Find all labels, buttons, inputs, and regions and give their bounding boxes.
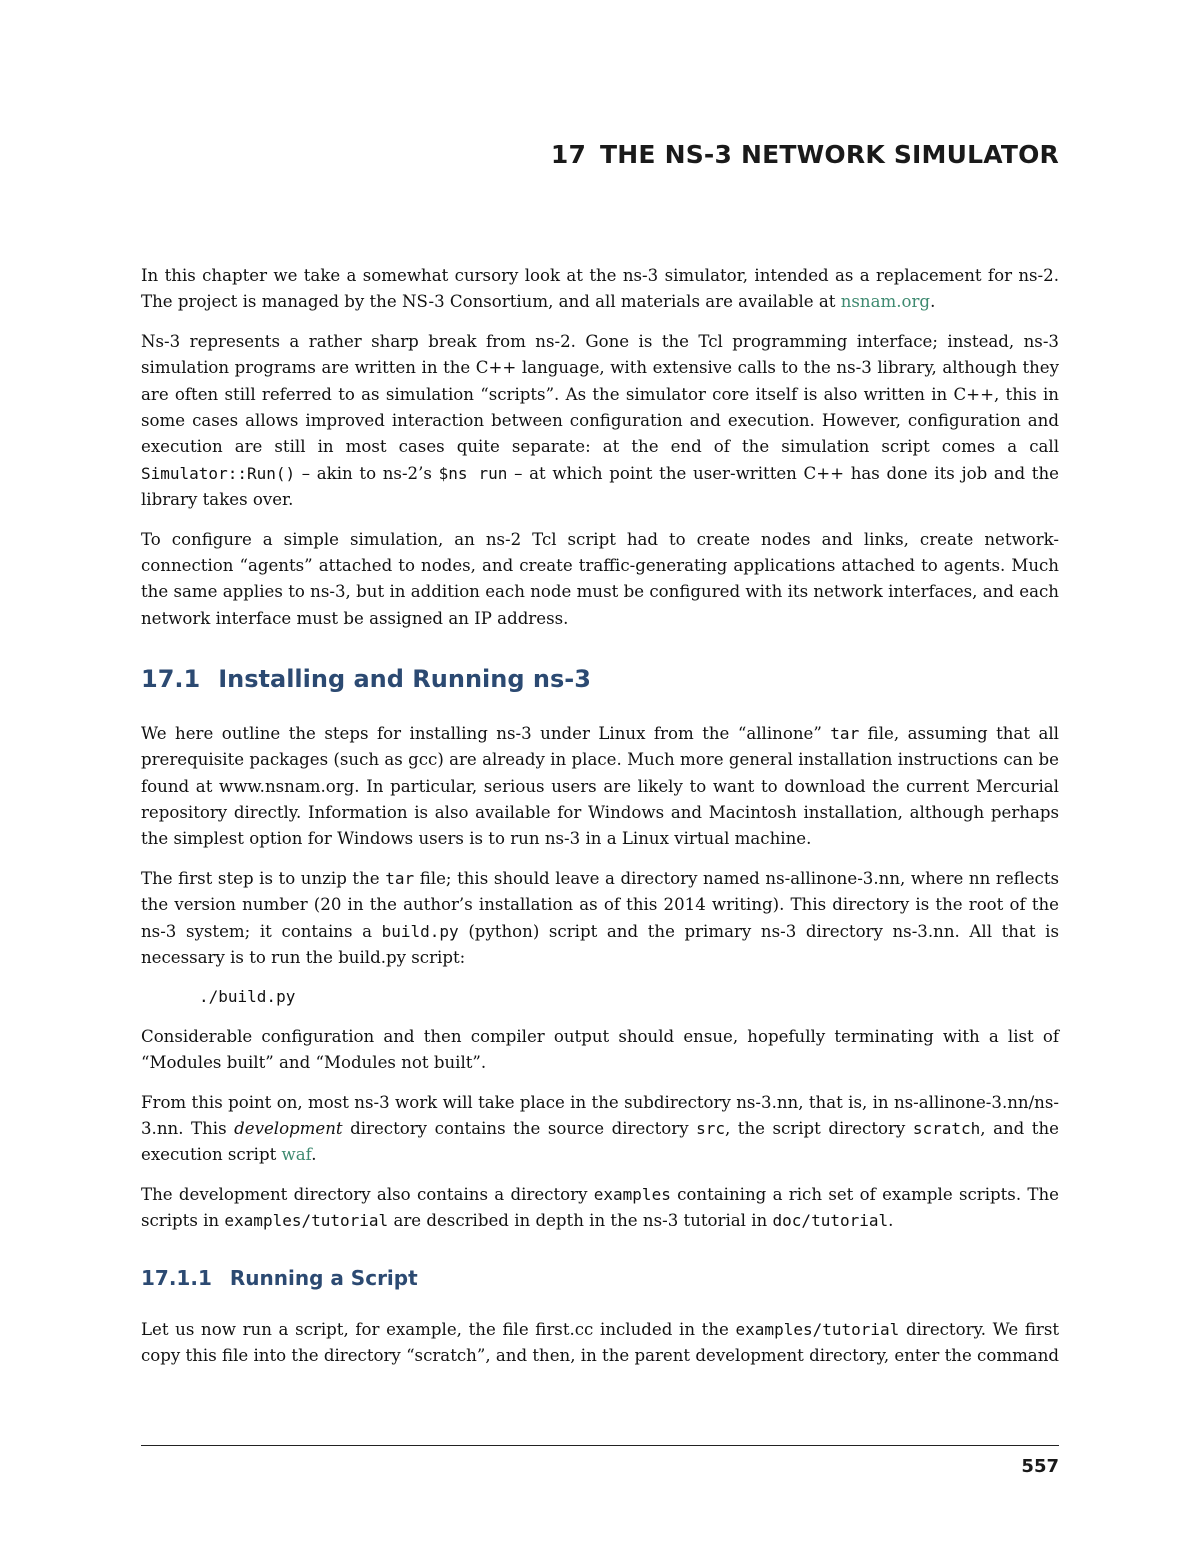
text-run: (python) script and the primary ns-3 directory ns-3.nn. All that is necessary is to run the build.py script: bbox=[141, 921, 1059, 967]
inline-code: build.py bbox=[381, 921, 459, 941]
inline-code: src bbox=[696, 1118, 725, 1138]
text-run: From this point on, most ns-3 work will take place in the subdirectory ns-3.nn, that is, in ns-allinone-3.nn/ns-3.nn. This bbox=[141, 1092, 1059, 1138]
text-run: We here outline the steps for installing ns-3 under Linux from the “allinone” bbox=[141, 723, 831, 743]
inline-code: Simulator::Run() bbox=[141, 463, 296, 483]
text-run: – akin to ns-2’s bbox=[295, 463, 439, 483]
text-run: In this chapter we take a somewhat cursory look at the ns-3 simulator, intended as a replacement for ns-2. The project is managed by the NS-3 Consortium, and all materials are available at bbox=[141, 266, 1059, 312]
text-run: The development directory also contains a directory bbox=[141, 1184, 594, 1204]
text-run: The first step is to unzip the bbox=[141, 868, 386, 888]
install-paragraph-3: Considerable configuration and then compiler output should ensue, hopefully terminating with a list of “Modules built” and “Modules not built”. bbox=[141, 1026, 1059, 1073]
text-run: file; this should leave a directory named ns-allinone-3.nn, where nn reflects the version number (20 in the author’s installation as of this 2014 writing). This directory is the root of the ns-3 system; it contains a bbox=[141, 868, 1059, 941]
text-run: directory. We first copy this file into the directory “scratch”, and then, in the parent development directory, enter the command bbox=[141, 1320, 1060, 1366]
code-block-build: ./build.py bbox=[199, 987, 296, 1007]
inline-code: scratch bbox=[912, 1118, 981, 1138]
inline-code: $ns run bbox=[438, 463, 508, 483]
text-run: . bbox=[888, 1211, 894, 1231]
intro-paragraph-2 bbox=[141, 329, 1059, 514]
intro-paragraph-1 bbox=[141, 263, 1059, 316]
inline-code: tar bbox=[830, 723, 860, 743]
subsection-title: Running a Script bbox=[229, 1265, 418, 1290]
text-run: are described in depth in the ns-3 tutorial in bbox=[388, 1211, 773, 1231]
nsnam-link[interactable]: nsnam.org bbox=[840, 292, 931, 312]
text-run: containing a rich set of example scripts. The scripts in bbox=[141, 1184, 1059, 1231]
install-paragraph-5 bbox=[141, 1182, 1059, 1235]
inline-code: examples/tutorial bbox=[224, 1211, 389, 1231]
footer-divider bbox=[141, 1445, 1059, 1446]
subsection-number: 17.1.1 bbox=[141, 1265, 212, 1290]
text-run: file, assuming that all prerequisite packages (such as gcc) are already in place. Much more general installation instructions can be found at www.nsnam.org. In particular, serious users are likely to want to download the current Mercurial repository directly. Information is also available for Windows and Macintosh installation, although perhaps the simplest option for Windows users is to run ns-3 in a Linux virtual machine. bbox=[141, 723, 1059, 849]
section-heading-17-1-1 bbox=[141, 1265, 1059, 1291]
body-text bbox=[141, 263, 1059, 1383]
inline-code: tar bbox=[385, 868, 415, 888]
text-run: Let us now run a script, for example, the file first.cc included in the bbox=[141, 1320, 736, 1339]
chapter-title-text: THE NS-3 NETWORK SIMULATOR bbox=[600, 140, 1059, 169]
text-run: , the script directory bbox=[725, 1118, 913, 1138]
chapter-number: 17 bbox=[550, 140, 587, 169]
text-run: . bbox=[311, 1145, 317, 1165]
chapter-title bbox=[551, 140, 1059, 169]
document-page bbox=[141, 0, 1059, 1553]
inline-code: examples/tutorial bbox=[735, 1320, 900, 1339]
text-run: , and the execution script bbox=[141, 1118, 1059, 1165]
inline-code: examples bbox=[593, 1184, 671, 1204]
section-title: Installing and Running ns-3 bbox=[218, 665, 591, 694]
inline-code: doc/tutorial bbox=[772, 1211, 889, 1231]
section-number: 17.1 bbox=[141, 665, 201, 694]
intro-paragraph-3: To configure a simple simulation, an ns-2 Tcl script had to create nodes and links, create network-connection “agents” attached to nodes, and create traffic-generating applications attached to agents. Much the same applies to ns-3, but in addition each node must be configured with its network interfaces, and each network interface must be assigned an IP address. bbox=[141, 529, 1059, 628]
text-run: . bbox=[930, 292, 936, 312]
text-run: directory contains the source directory bbox=[342, 1118, 697, 1138]
script-paragraph-1 bbox=[141, 1317, 1059, 1370]
install-paragraph-2 bbox=[141, 866, 1059, 972]
text-run: Ns-3 represents a rather sharp break from ns-2. Gone is the Tcl programming interface; instead, ns-3 simulation programs are written in the C++ language, with extensive calls to the ns-3 library, although they are often still referred to as simulation “scripts”. As the simulator core itself is also written in C++, this in some cases allows improved interaction between configuration and execution. However, configuration and execution are still in most cases quite separate: at the end of the simulation script comes a call bbox=[141, 331, 1059, 457]
waf-link[interactable]: waf bbox=[281, 1145, 312, 1165]
text-run: – at which point the user-written C++ has done its job and the library takes over. bbox=[141, 463, 1059, 510]
emphasis: development bbox=[234, 1118, 343, 1138]
install-paragraph-4 bbox=[141, 1090, 1059, 1169]
section-heading-17-1 bbox=[141, 666, 1059, 692]
install-paragraph-1 bbox=[141, 721, 1059, 853]
page-number: 557 bbox=[1021, 1456, 1059, 1477]
